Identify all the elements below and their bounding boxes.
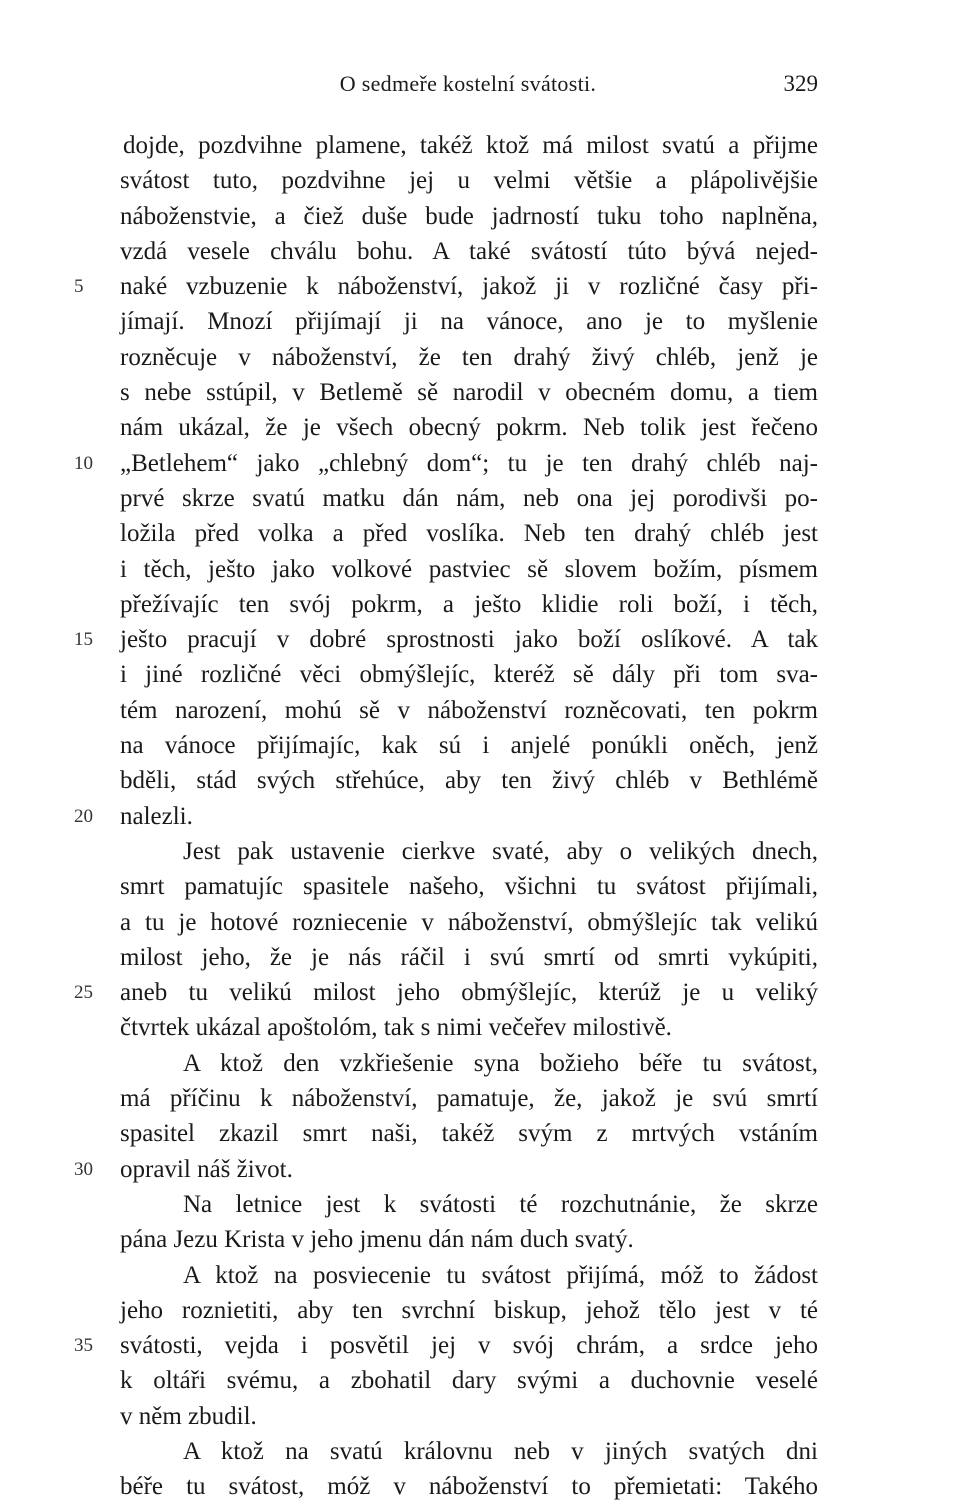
text-line xyxy=(0,1152,960,1187)
text-line xyxy=(0,163,960,198)
text-line xyxy=(0,1116,960,1151)
text-line xyxy=(0,199,960,234)
text-line xyxy=(0,622,960,657)
line-text: Na letnice jest k svátosti té rozchutnánie, že skrze xyxy=(183,1190,818,1218)
text-line xyxy=(0,1328,960,1363)
line-number: 30 xyxy=(74,1158,93,1180)
text-line xyxy=(0,1046,960,1081)
line-text: Jest pak ustavenie cierkve svaté, aby o velikých dnech, xyxy=(183,837,818,865)
text-line xyxy=(0,693,960,728)
text-line xyxy=(0,375,960,410)
line-text: i těch, ješto jako volkové pastviec sě slovem božím, písmem xyxy=(120,555,818,583)
running-title: O sedmeře kostelní svátosti. xyxy=(339,71,597,96)
line-text: aneb tu velikú milost jeho obmýšlejíc, kterúž je u veliký xyxy=(120,979,818,1007)
line-text: jeho roznietiti, aby ten svrchní biskup, jehož tělo jest v té xyxy=(120,1296,818,1324)
line-number: 25 xyxy=(74,982,93,1004)
line-text: na vánoce přijímajíc, kak sú i anjelé ponúkli oněch, jenž xyxy=(120,732,818,760)
line-text: spasitel zkazil smrt naši, takéž svým z mrtvých vstáním xyxy=(120,1120,818,1148)
line-text: čtvrtek ukázal apoštolóm, tak s nimi večeřev milostivě. xyxy=(120,1014,672,1042)
text-line xyxy=(0,940,960,975)
text-line xyxy=(0,1187,960,1222)
line-text: tém narození, mohú sě v náboženství rozněcovati, ten pokrm xyxy=(120,696,818,724)
text-line xyxy=(0,269,960,304)
page-number: 329 xyxy=(783,71,818,96)
line-text: svátost tuto, pozdvihne jej u velmi většie a plápolivějšie xyxy=(120,167,818,195)
text-line xyxy=(0,1010,960,1045)
line-text: vzdá vesele chválu bohu. A také svátostí túto bývá nejed- xyxy=(120,237,818,265)
text-line xyxy=(0,1469,960,1504)
line-number: 35 xyxy=(74,1335,93,1357)
line-number: 10 xyxy=(74,452,93,474)
line-text: béře tu svátost, móž v náboženství to přemietati: Takého xyxy=(120,1473,818,1501)
line-text: k oltáři svému, a zbohatil dary svými a duchovnie veselé xyxy=(120,1367,818,1395)
text-line xyxy=(0,799,960,834)
text-line xyxy=(0,234,960,269)
text-line xyxy=(0,128,960,163)
line-text: s nebe sstúpil, v Betlemě sě narodil v obecném domu, a tiem xyxy=(120,379,818,407)
text-line xyxy=(0,304,960,339)
line-text: A ktož na posviecenie tu svátost přijímá, móž to žádost xyxy=(183,1261,818,1289)
text-line xyxy=(0,1081,960,1116)
line-text: v něm zbudil. xyxy=(120,1402,257,1430)
line-text: dojde, pozdvihne plamene, takéž ktož má milost svatú a přijme xyxy=(123,132,818,159)
line-text: bděli, stád svých střehúce, aby ten živý chléb v Bethlémě xyxy=(120,767,818,795)
line-text: opravil náš život. xyxy=(120,1155,293,1183)
text-line xyxy=(0,1434,960,1469)
line-text: ješto pracují v dobré sprostnosti jako boží oslíkové. A tak xyxy=(120,626,818,654)
text-line xyxy=(0,1222,960,1257)
line-text: naké vzbuzenie k náboženství, jakož ji v rozličné časy při- xyxy=(120,273,818,301)
text-line xyxy=(0,728,960,763)
text-line xyxy=(0,587,960,622)
line-text: „Betlehem“ jako „chlebný dom“; tu je ten drahý chléb naj- xyxy=(120,449,818,477)
text-line xyxy=(0,657,960,692)
line-number: 20 xyxy=(74,805,93,827)
text-line xyxy=(0,552,960,587)
text-line xyxy=(0,1293,960,1328)
line-text: milost jeho, že je nás ráčil i svú smrtí od smrti vykúpiti, xyxy=(120,943,818,971)
line-text: A ktož den vzkřiešenie syna božieho béře tu svátost, xyxy=(183,1049,818,1077)
line-text: svátosti, vejda i posvětil jej v svój chrám, a srdce jeho xyxy=(120,1332,818,1360)
line-text: ložila před volka a před voslíka. Neb ten drahý chléb jest xyxy=(120,520,818,548)
line-text: náboženstvie, a čiež duše bude jadrností tuku toho naplněna, xyxy=(120,202,818,230)
line-text: nalezli. xyxy=(120,802,193,830)
line-text: pána Jezu Krista v jeho jmenu dán nám duch svatý. xyxy=(120,1226,634,1254)
line-number: 15 xyxy=(74,629,93,651)
text-line xyxy=(0,340,960,375)
text-line xyxy=(0,905,960,940)
line-text: i jiné rozličné věci obmýšlejíc, kteréž sě dály při tom sva- xyxy=(120,661,818,689)
line-text: má příčinu k náboženství, pamatuje, že, jakož je svú smrtí xyxy=(120,1085,818,1113)
line-text: A ktož na svatú královnu neb v jiných svatých dni xyxy=(183,1437,818,1465)
text-line xyxy=(0,1363,960,1398)
text-line xyxy=(0,410,960,445)
text-line xyxy=(0,516,960,551)
text-line xyxy=(0,834,960,869)
text-line xyxy=(0,763,960,798)
body-text xyxy=(0,128,960,1505)
line-text: nám ukázal, že je všech obecný pokrm. Neb tolik jest řečeno xyxy=(120,414,818,442)
line-text: a tu je hotové rozniecenie v náboženství, obmýšlejíc tak velikú xyxy=(120,908,818,936)
line-text: smrt pamatujíc spasitele našeho, všichni tu svátost přijímali, xyxy=(120,873,818,901)
text-line xyxy=(0,1258,960,1293)
line-number: 5 xyxy=(74,276,84,298)
text-line xyxy=(0,869,960,904)
text-line xyxy=(0,1399,960,1434)
line-text: jímají. Mnozí přijímají ji na vánoce, ano je to myšlenie xyxy=(120,308,818,336)
line-text: rozněcuje v náboženství, že ten drahý živý chléb, jenž je xyxy=(120,343,818,371)
page-header xyxy=(118,66,818,102)
text-line xyxy=(0,446,960,481)
text-line xyxy=(0,481,960,516)
text-line xyxy=(0,975,960,1010)
line-text: přežívajíc ten svój pokrm, a ješto klidie roli boží, i těch, xyxy=(120,590,818,618)
line-text: prvé skrze svatú matku dán nám, neb ona jej porodivši po- xyxy=(120,484,818,512)
